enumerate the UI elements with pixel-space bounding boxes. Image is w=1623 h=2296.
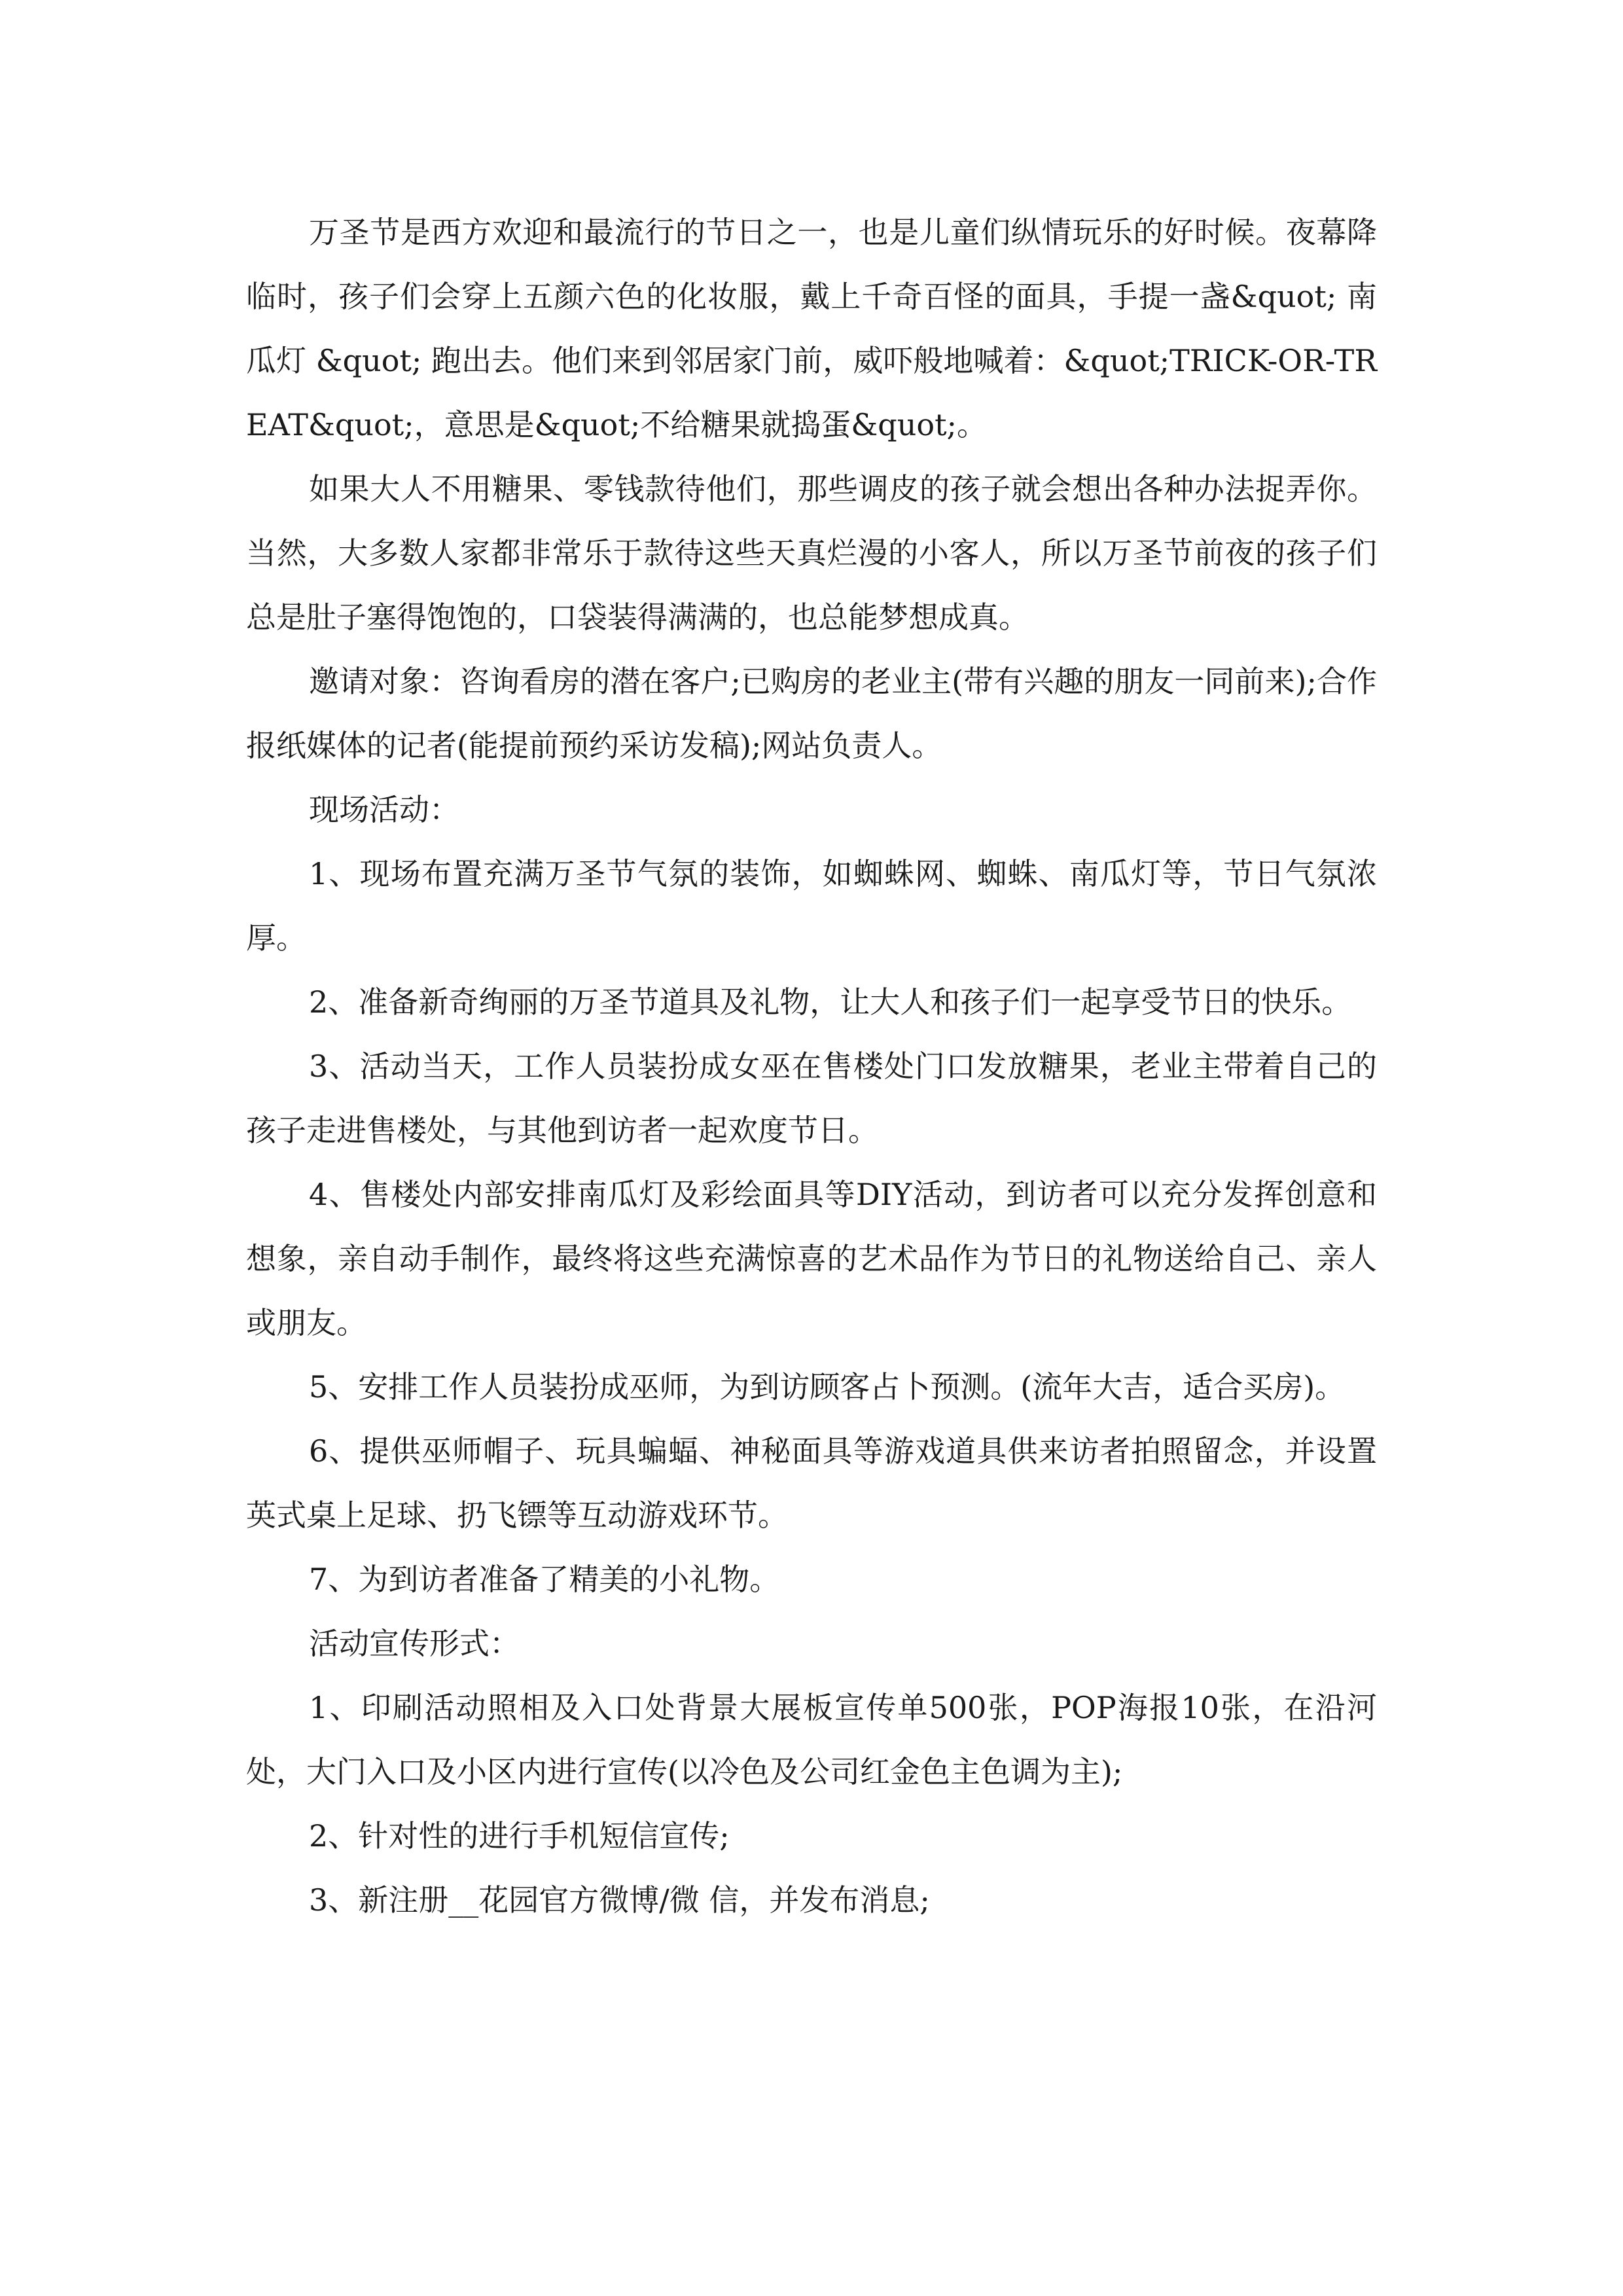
activity-item-6: 6、提供巫师帽子、玩具蝙蝠、神秘面具等游戏道具供来访者拍照留念，并设置英式桌上足球、扔飞镖等互动游戏环节。 (246, 1433, 1377, 1533)
promotion-item-1: 1、印刷活动照相及入口处背景大展板宣传单500张，POP海报10张，在沿河处，大门入口及小区内进行宣传(以冷色及公司红金色主色调为主); (246, 1690, 1377, 1789)
activity-item-3: 3、活动当天，工作人员装扮成女巫在售楼处门口发放糖果，老业主带着自己的孩子走进售楼处，与其他到访者一起欢度节日。 (246, 1049, 1377, 1148)
paragraph-intro: 万圣节是西方欢迎和最流行的节日之一，也是儿童们纵情玩乐的好时候。夜幕降临时，孩子们会穿上五颜六色的化妆服，戴上千奇百怪的面具，手提一盏&quot; 南瓜灯 &quot; 跑出去。他们来到邻居家门前，威吓般地喊着：&quot;TRICK-OR-TREAT&quot;，意思是&quot;不给糖果就捣蛋&quot;。 (246, 215, 1377, 442)
activity-item-1: 1、现场布置充满万圣节气氛的装饰，如蜘蛛网、蜘蛛、南瓜灯等，节日气氛浓厚。 (246, 856, 1377, 956)
promotion-item-3: 3、新注册__花园官方微博/微 信，并发布消息; (309, 1882, 930, 1918)
heading-onsite-activities: 现场活动： (309, 792, 459, 827)
paragraph-trick-or-treat: 如果大人不用糖果、零钱款待他们，那些调皮的孩子就会想出各种办法捉弄你。当然，大多数人家都非常乐于款待这些天真烂漫的小客人，所以万圣节前夜的孩子们总是肚子塞得饱饱的，口袋装得满满的，也总能梦想成真。 (246, 471, 1377, 635)
document-body (246, 200, 1377, 1932)
heading-promotion-methods: 活动宣传形式： (309, 1626, 520, 1661)
activity-item-7: 7、为到访者准备了精美的小礼物。 (309, 1562, 780, 1597)
paragraph-invitees: 邀请对象：咨询看房的潜在客户;已购房的老业主(带有兴趣的朋友一同前来);合作报纸媒体的记者(能提前预约采访发稿);网站负责人。 (246, 664, 1377, 763)
promotion-item-2: 2、针对性的进行手机短信宣传; (309, 1818, 730, 1854)
activity-item-2: 2、准备新奇绚丽的万圣节道具及礼物，让大人和孩子们一起享受节日的快乐。 (309, 984, 1352, 1020)
activity-item-5: 5、安排工作人员装扮成巫师，为到访顾客占卜预测。(流年大吉，适合买房)。 (309, 1369, 1346, 1405)
activity-item-4: 4、售楼处内部安排南瓜灯及彩绘面具等DIY活动，到访者可以充分发挥创意和想象，亲自动手制作，最终将这些充满惊喜的艺术品作为节日的礼物送给自己、亲人或朋友。 (246, 1177, 1377, 1340)
